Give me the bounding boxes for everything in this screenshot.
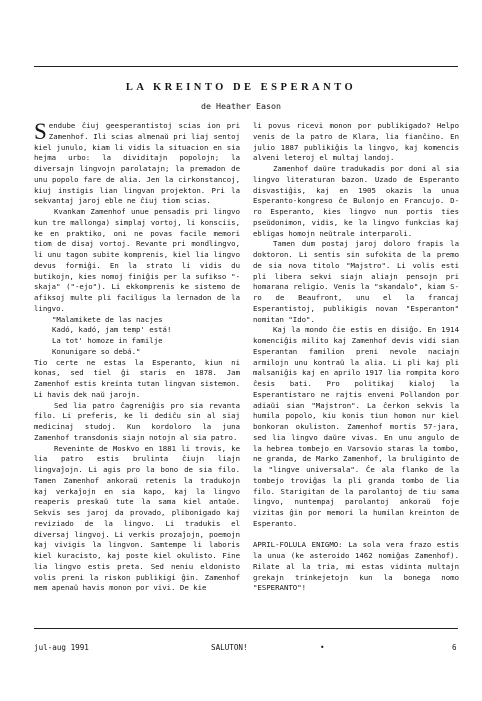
- article-byline: de Heather Eason: [201, 101, 281, 111]
- poem-line: La tot' homoze in familje: [52, 336, 163, 345]
- paragraph: li povus ricevi monon por publikigado? Helpo venis de la patro de Klara, lia fianĉino. En julio 1887 publikiĝis la lingvo, kaj komencis alveni leteroj el multaj landoj.: [253, 121, 459, 163]
- drop-cap: S: [34, 119, 47, 144]
- paragraph: Tamen dum postaj jaroj doloro frapis la doktoron. Li sentis sin sufokita de la premo de sia nova titolo "Majstro". Li volis esti pli libera sekvi siajn aliajn pensojn pri homarana religio. Venis la "skandalo", kiam S-ro de Beaufront, unu el la francaj Esperantistoj, publikigis novan "Esperanton" nomitan "Ido".: [253, 239, 459, 324]
- paragraph: Zamenhof daŭre tradukadis por doni al sia lingvo literaturan bazon. Uzado de Esperanto disvastiĝis, kaj en 1905 okazis la unua Esperanto-kongreso ĉe Bulonjo en Francujo. D-ro Esperanto, kies lingvo nun portis ties pseŭdonimon, vidis, ke la lingvo funkcias kaj ebligas homojn neŭtrale interparoli.: [253, 164, 459, 238]
- bottom-rule: [34, 628, 458, 629]
- poem-line: Konunigare so debá.": [52, 346, 141, 356]
- paragraph: Tio certe ne estas la Esperanto, kiun ni konas, sed tiel ĝi staris en 1878. Jam Zamenhof estis kreinta tutan lingvan sistemon. Li havis dek naŭ jarojn.: [34, 357, 240, 399]
- top-rule: [34, 66, 458, 67]
- article-title: LA KREINTO DE ESPERANTO: [125, 82, 357, 93]
- paragraph: Sed lia patro ĉagreniĝis pro sia revanta filo. Li preferis, ke li dediĉu sin al siaj medicinaj studoj. Kun kordoloro la juna Zamenhof transdonis siajn notojn al sia patro.: [34, 400, 240, 442]
- paragraph: Sendube ĉiuj geesperantistoj scias ion pri Zamenhof. Ili scias almenaŭ pri liaj sentoj kiel junulo, kiam li vidis la situacion en sia hejma urbo: la dividitajn popolojn; la diversajn lingvojn parolatajn; la premadon de unu popolo fare de alia. Jen la cirkonstancoj, kiuj instigis lian lingvan projekton. Pri la sekvantaj jaroj eble ne ĉiuj tiom scias.: [34, 119, 240, 206]
- footer-mark: •: [320, 643, 325, 652]
- poem-line: "Malamikete de las nacjes: [52, 314, 163, 324]
- poem-line: Kadó, kadó, jam temp' está!: [52, 325, 172, 335]
- puzzle-answer: APRIL-FOLULA ENIGMO: La sola vera frazo estis la unua (ke asteroido 1462 nomiĝas Zamenhof). Rilate al la tria, mi estas vidinta multajn grekajn trinkejetojn kun la bonega nomo "ESPERANTO"!: [253, 540, 459, 593]
- paragraph: Kaj la mondo ĉie estis en disiĝo. En 1914 komenciĝis milito kaj Zamenhof devis vidi sian Esperantan familion preni nevole naciajn armilojn unu kontraŭ la alia. Li pli kaj pli malsaniĝis kaj en aprilo 1917 lia rompita koro ĉesis bati. Pro politikaj kialoj la Esperantistaro ne rajtis enveni Pollandon por adiaŭi sian "Majstron". La ĉerkon sekvis la humila popolo, kiu konis tiun homon nur kiel bonkoran okuliston. Zamenhof mortis 57-jara, sed lia lingvo daŭre vivas. En unu angulo de la hebrea tombejo en Varsovio staras la tombo, ne granda, de Marko Zamenhof, la bruliginto de la "lingve universala". Ĉe ala flanko de la tombejo troviĝas la pli granda tombo de lia filo. Starigitan de la parolantoj de tiu sama lingvo, nuntempaj parolantoj ankoraŭ foje vizitas ĝin por memori la humilan kreinton de Esperanto.: [253, 325, 459, 528]
- right-column: [253, 121, 459, 594]
- left-column: [34, 121, 240, 594]
- paragraph: Kvankam Zamenhof unue pensadis pri lingvo kun tre mallonga) simplaj vortoj, li konsciis, ke en praktiko, oni ne povas facile memori tiom de disaj vortoj. Revante pri mondlingvo, li unu tagon subite komprenis, kiel lia lingvo devus formiĝi. En la strato li vidis du butikojn, kies nomoj finiĝis per la sufikso "-skaja" ("-ejo"). Li ekkomprenis ke sistemo de afiksoj multe pli faciligus la lernadon de la lingvo.: [34, 207, 240, 313]
- paragraph: Reveninte de Moskvo en 1881 li trovis, ke lia patro estis brulinta ĉiujn liajn lingvaĵojn. Li agis pro la bono de sia filo. Tamen Zamenhof ankoraŭ retenis la tradukojn kaj verkaĵojn en sia kapo, kaj la lingvo reaperis preskaŭ tute la sama kiel antaŭe. Sekvis ses jaroj da provado, plibonigado kaj reviziado de la lingvo. Li tradukis el diversaj lingvoj. Li verkis prozaĵojn, poemojn kaj vivigis la lingvon. Samtempe li laboris kiel kuracisto, kaj poste kiel okulisto. Fine lia lingvo estis preta. Sed neniu eldonisto volis preni la riskon publikigi ĝin. Zamenhof mem apenaŭ havis monon por vivi. De kie: [34, 443, 240, 593]
- page-number: 6: [452, 643, 457, 652]
- footer-date: jul-aug 1991: [34, 643, 89, 652]
- footer-magazine-name: SALUTON!: [211, 643, 248, 652]
